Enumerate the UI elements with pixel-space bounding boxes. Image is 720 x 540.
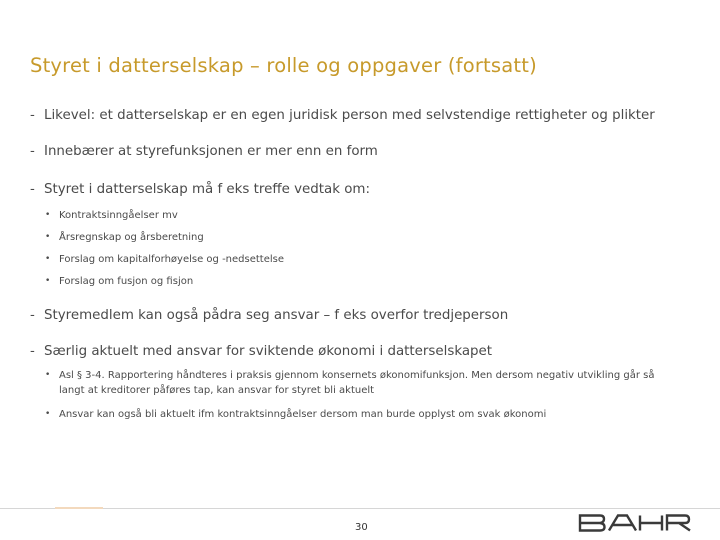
sub-bullet-dot: • [45, 254, 51, 264]
sub-bullet-dot: • [45, 232, 51, 242]
bullet-text: Styret i datterselskap må f eks treffe vedtak om: [44, 182, 370, 197]
bullet-text: Særlig aktuelt med ansvar for sviktende økonomi i datterselskapet [44, 344, 493, 359]
bullet-list [30, 106, 680, 422]
slide-title: Styret i datterselskap – rolle og oppgaver (fortsatt) [30, 54, 537, 77]
sub-bullet-text: Kontraktsinngåelser mv [59, 210, 178, 221]
footer-accent-bar [55, 507, 103, 509]
sub-bullet-text: Forslag om kapitalforhøyelse og -nedsettelse [59, 254, 285, 265]
sub-bullet-dot: • [45, 409, 51, 419]
bullet-item [30, 180, 680, 200]
bullet-text: Likevel: et datterselskap er en egen juridisk person med selvstendige rettigheter og plikter [44, 108, 655, 123]
bullet-item [30, 342, 680, 362]
bullet-dash: - [30, 344, 35, 359]
bullet-dash: - [30, 308, 35, 323]
sub-bullet-dot: • [45, 370, 51, 380]
bahr-logo [578, 514, 692, 532]
sub-bullet-text: Årsregnskap og årsberetning [59, 232, 204, 243]
sub-bullet-item [30, 368, 680, 398]
sub-bullet-dot: • [45, 210, 51, 220]
sub-bullet-item [30, 252, 680, 267]
bullet-item [30, 306, 680, 326]
sub-bullet-item [30, 208, 680, 223]
bullet-text: Innebærer at styrefunksjonen er mer enn en form [44, 144, 378, 159]
sub-bullet-text: Ansvar kan også bli aktuelt ifm kontraktsinngåelser dersom man burde opplyst om svak økonomi [59, 409, 547, 420]
footer-divider [0, 508, 720, 509]
bullet-dash: - [30, 144, 35, 159]
bullet-text: Styremedlem kan også pådra seg ansvar – f eks overfor tredjeperson [44, 308, 509, 323]
bullet-item [30, 142, 680, 162]
sub-bullet-item [30, 407, 680, 422]
sub-bullet-text: Forslag om fusjon og fisjon [59, 276, 194, 287]
sub-bullet-item [30, 230, 680, 245]
bullet-item [30, 106, 680, 126]
sub-bullet-dot: • [45, 276, 51, 286]
bullet-dash: - [30, 182, 35, 197]
sub-bullet-text: Asl § 3-4. Rapportering håndteres i praksis gjennom konsernets økonomifunksjon. Men dersom negativ utvikling går så langt at kreditorer påføres tap, kan ansvar for styret bli aktuelt [59, 370, 655, 396]
bullet-dash: - [30, 108, 35, 123]
sub-bullet-item [30, 274, 680, 289]
page-number: 30 [355, 522, 368, 533]
